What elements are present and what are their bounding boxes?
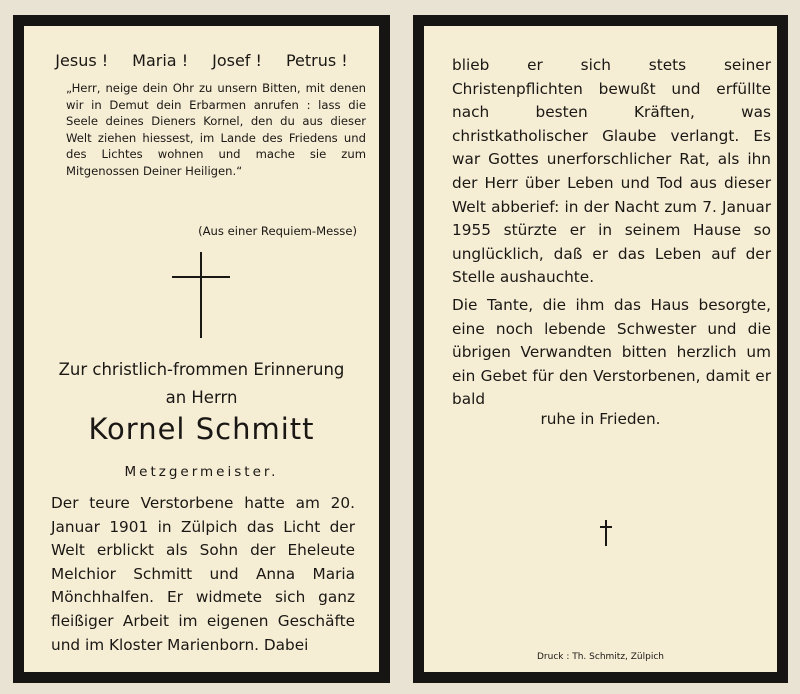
invocation-josef: Josef !: [212, 51, 262, 70]
deceased-name: Kornel Schmitt: [88, 412, 315, 446]
occupation: Metzgermeister.: [124, 464, 279, 480]
invocation: [24, 51, 379, 70]
closing-line: ruhe in Frieden.: [540, 410, 661, 428]
biography-left: [51, 492, 355, 657]
left-page-content: [24, 26, 379, 672]
biography-right: [452, 54, 771, 416]
right-page: [413, 15, 788, 683]
invocation-maria: Maria !: [132, 51, 189, 70]
biography-text: Der teure Verstorbene hatte am 20. Januar 1901 in Zülpich das Licht der Welt erblickt als Sohn der Eheleute Melchior Schmitt und Anna Maria Mönchhalfen. Er widmete sich ganz fleißiger Arbeit im eigenen Geschäfte und im Kloster Marienborn. Dabei: [51, 494, 355, 654]
prayer-text: „Herr, neige dein Ohr zu unsern Bitten, mit denen wir in Demut dein Erbarmen anrufen : lass die Seele deines Dieners Kornel, den du aus dieser Welt ziehen hiessest, im Lande des Friedens und des Lichtes wohnen und mache sie zum Mitgenossen Deiner Heiligen.“: [66, 81, 366, 178]
small-cross-icon: [600, 520, 612, 546]
biography-paragraph-1: blieb er sich stets seiner Christenpflichten bewußt und erfüllte nach besten Kräften, was christkatholischer Glaube verlangt. Es war Gottes unerforschlicher Rat, als ihn der Herr über Leben und Tod aus dieser Welt abberief: in der Nacht zum 7. Januar 1955 stürzte er in seinem Hause so unglücklich, daß er das Leben auf der Stelle aushauchte.: [452, 56, 771, 287]
invocation-jesus: Jesus !: [55, 51, 109, 70]
memorial-heading: [24, 356, 379, 412]
invocation-petrus: Petrus !: [285, 51, 348, 70]
right-page-content: [424, 26, 777, 672]
biography-paragraph-2: Die Tante, die ihm das Haus besorgte, eine noch lebende Schwester und die übrigen Verwandten bitten herzlich um ein Gebet für den Verstorbenen, damit er bald: [452, 295, 771, 409]
printer-credit: Druck : Th. Schmitz, Zülpich: [536, 652, 664, 662]
memorial-line-1: Zur christlich-frommen Erinnerung: [58, 360, 345, 379]
prayer-quote: [66, 80, 366, 180]
prayer-source: (Aus einer Requiem-Messe): [198, 224, 357, 238]
cross-icon: [172, 252, 230, 338]
memorial-line-2: an Herrn: [165, 388, 238, 407]
left-page: [13, 15, 390, 683]
